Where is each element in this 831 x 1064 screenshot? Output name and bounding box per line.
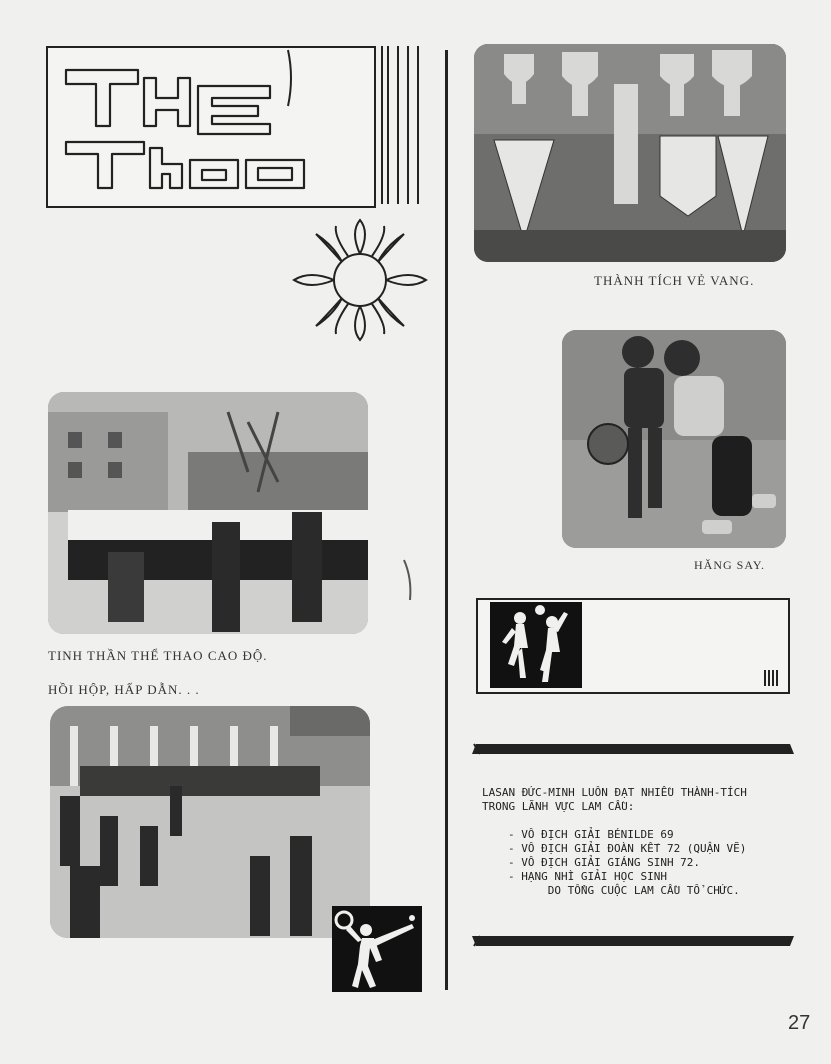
achievement-item: - VÔ ĐỊCH GIẢI GIÁNG SINH 72. (508, 856, 701, 869)
caption-spirit: TINH THẦN THỂ THAO CAO ĐỘ. (48, 648, 268, 663)
achievement-item: - VÔ ĐỊCH GIẢI ĐOÀN KẾT 72 (QUẬN VẼ) (508, 842, 747, 855)
crowd-photo (50, 706, 370, 938)
page-number: 27 (788, 1012, 811, 1034)
achievements-intro-1: LASAN ĐỨC-MINH LUÔN ĐẠT NHIỀU THÀNH-TÍCH (482, 786, 747, 799)
achievements-box (472, 742, 794, 948)
caption-excite: HỒI HỘP, HẤP DẪN. . . (48, 682, 200, 697)
basketball-banner (476, 598, 790, 694)
barcode-mark (764, 670, 780, 686)
achievements-intro-2: TRONG LÃNH VỰC LAM CẦU: (482, 800, 635, 813)
basketball-players-icon (490, 602, 582, 688)
caption-trophies: THÀNH TÍCH VẺ VANG. (594, 273, 755, 288)
tennis-player-icon (332, 906, 422, 992)
title-lettering (48, 48, 374, 206)
caption-basketball: HĂNG SAY. (694, 558, 766, 572)
achievement-item: DO TỔNG CUỘC LAM CẦU TỔ CHỨC. (508, 884, 740, 897)
sun-flower-icon (290, 218, 430, 342)
title-accent-mark (286, 48, 294, 108)
column-divider (445, 50, 448, 990)
margin-stroke (402, 558, 414, 602)
basketball-photo (562, 330, 786, 548)
achievement-item: - HẠNG NHÌ GIẢI HỌC SINH (508, 870, 667, 883)
title-stripes (378, 46, 422, 204)
spirit-photo (48, 392, 368, 634)
achievement-item: - VÔ ĐỊCH GIẢI BÉNILDE 69 (508, 828, 674, 841)
title-box (46, 46, 376, 208)
trophies-photo (474, 44, 786, 262)
